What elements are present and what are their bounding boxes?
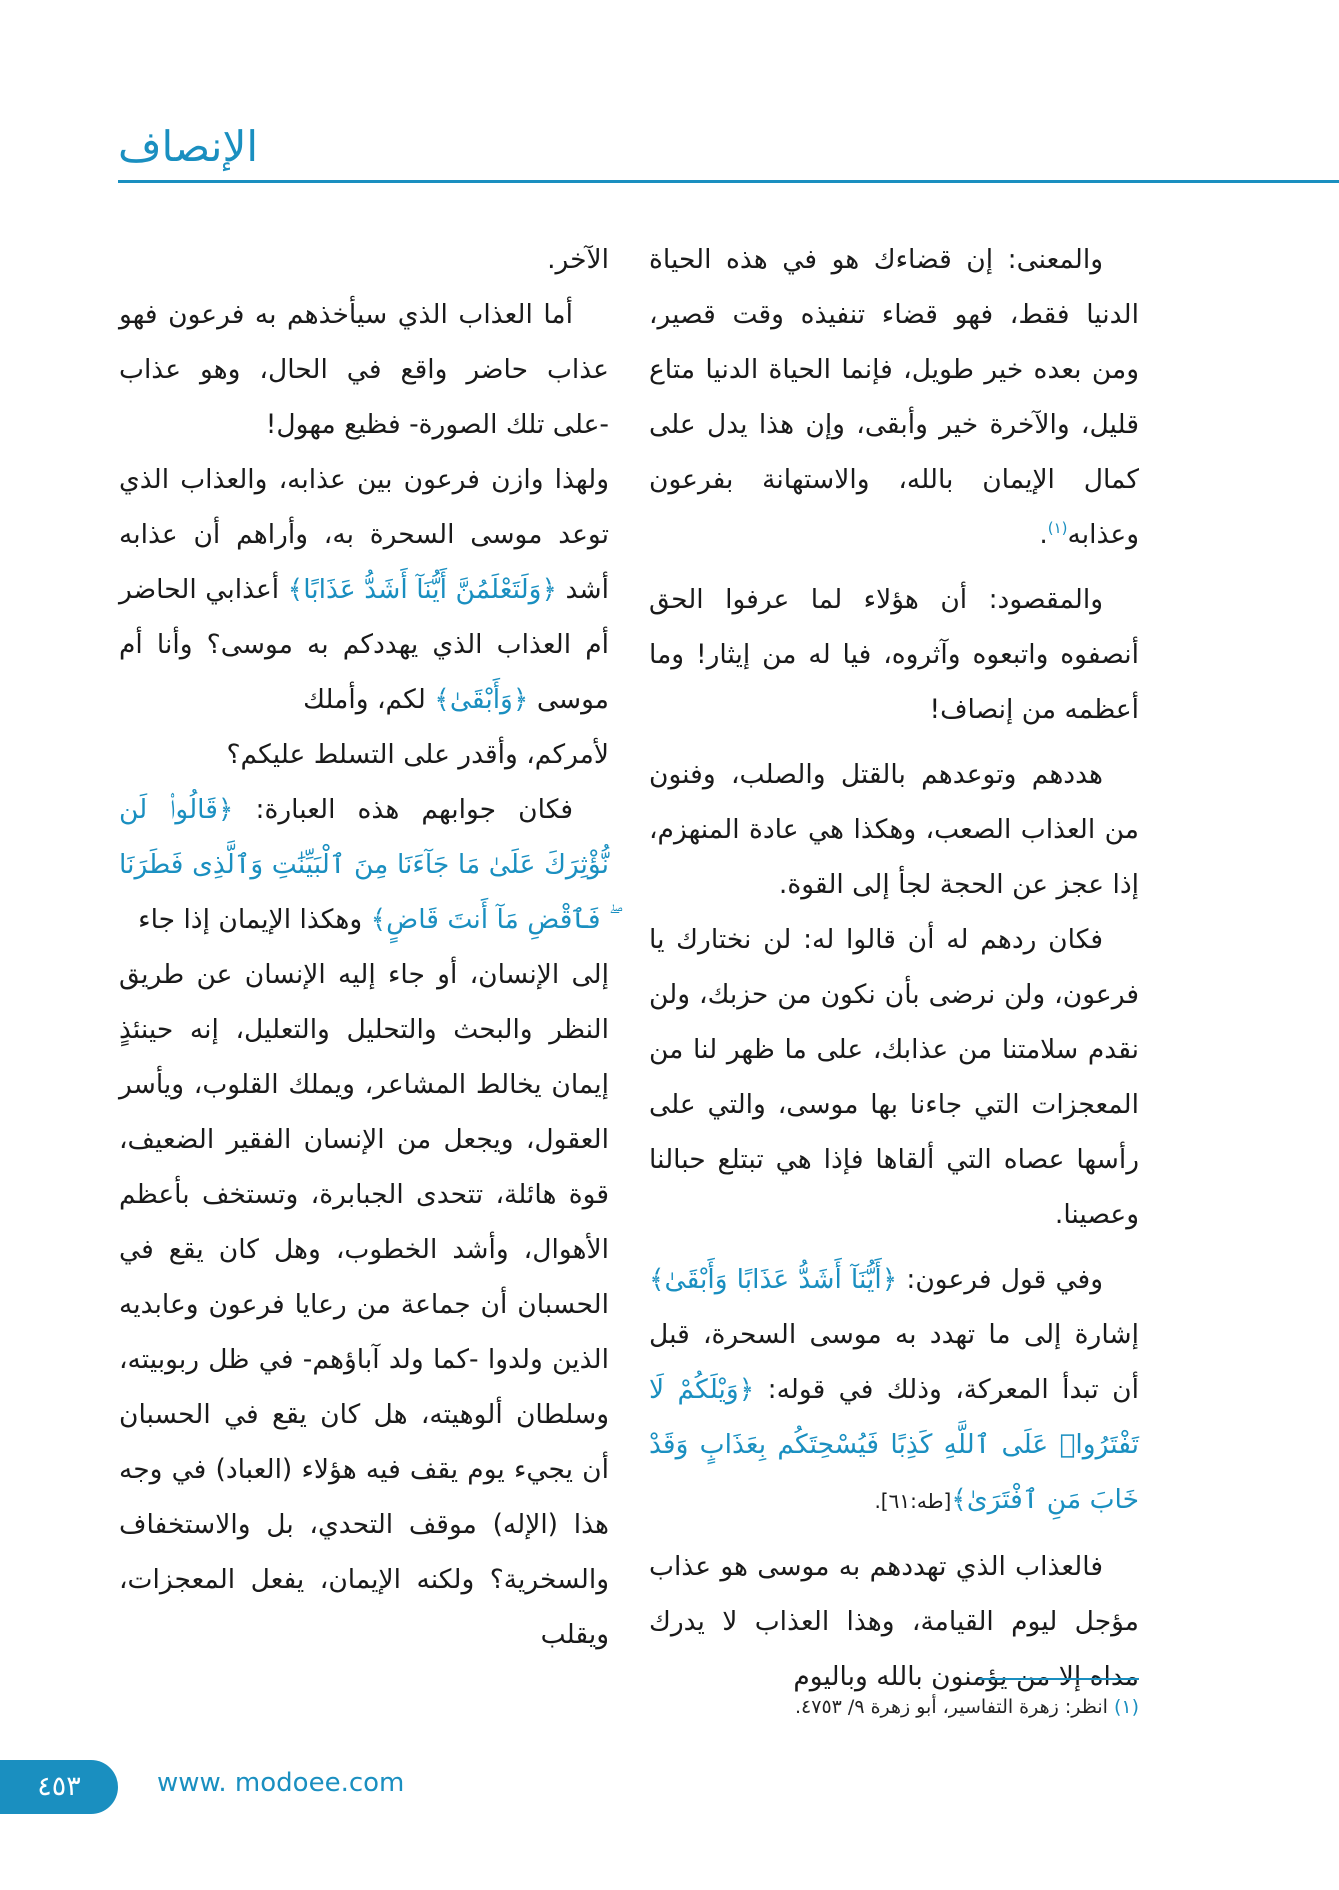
paragraph-text: لكم، وأملك [303, 684, 435, 715]
paragraph: لأمركم، وأقدر على التسلط عليكم؟ [226, 739, 609, 770]
quran-verse: ﴿قَالُوا۟ لَن نُّؤْثِرَكَ عَلَىٰ مَا جَآءَنَا مِنَ ٱلْبَيِّنَٰتِ وَٱلَّذِى فَطَرَنَا ۖ فَٱقْضِ مَآ أَنتَ قَاضٍ﴾ [119, 794, 609, 935]
website-link[interactable]: www. modoee.com [157, 1768, 405, 1798]
quran-verse: ﴿أَيُّنَآ أَشَدُّ عَذَابًا وَأَبْقَىٰ﴾ [649, 1264, 898, 1295]
paragraph [649, 1252, 1139, 1529]
paragraph: إلى الإنسان، أو جاء إليه الإنسان عن طريق النظر والبحث والتحليل والتعليل، إنه حينئذٍ إيمان يخالط المشاعر، ويملك القلوب، ويأسر العقول، ويجعل من الإنسان الفقير الضعيف، قوة هائلة، تتحدى الجبابرة، وتستخف بأعظم الأهوال، وأشد الخطوب، وهل كان يقع في الحسبان أن جماعة من رعايا فرعون وعابديه الذين ولدوا -كما ولد آباؤهم- في ظل ربوبيته، وسلطان ألوهيته، هل كان يقع في الحسبان أن يجيء يوم يقف فيه هؤلاء (العباد) في وجه هذا (الإله) موقف التحدي، بل والاستخفاف والسخرية؟ ولكنه الإيمان، يفعل المعجزات، ويقلب [119, 959, 609, 1650]
paragraph [119, 452, 609, 727]
paragraph: الآخر. [547, 244, 609, 275]
paragraph-text: وهكذا الإيمان إذا جاء [138, 904, 371, 935]
paragraph-text: إشارة إلى ما تهدد به موسى السحرة، قبل أن تبدأ المعركة، وذلك في قوله: [649, 1319, 1139, 1405]
paragraph: فكان ردهم له أن قالوا له: لن نختارك يا فرعون، ولن نرضى بأن نكون من حزبك، ولن نقدم سلامتنا من عذابك، على ما ظهر لنا من المعجزات التي جاءنا بها موسى، والتي على رأسها عصاه التي ألقاها فإذا هي تبتلع حبالنا وعصينا. [649, 924, 1139, 1230]
paragraph-text: ولهذا وازن فرعون بين عذابه، والعذاب الذي توعد موسى السحرة به، وأراهم أن عذابه أشد [119, 464, 609, 605]
footnote-rule [979, 1678, 1139, 1680]
paragraph: هددهم وتوعدهم بالقتل والصلب، وفنون من العذاب الصعب، وهكذا هي عادة المنهزم، إذا عجز عن الحجة لجأ إلى القوة. [649, 759, 1139, 900]
footnote-reference[interactable]: (١) [1047, 519, 1068, 538]
footnote-number: (١) [1113, 1696, 1139, 1718]
left-column [119, 232, 609, 1662]
page-number-badge: ٤٥٣ [0, 1760, 118, 1814]
quran-verse: ﴿وَأَبْقَىٰ﴾ [434, 684, 529, 715]
paragraph: أما العذاب الذي سيأخذهم به فرعون فهو عذاب حاضر واقع في الحال، وهو عذاب -على تلك الصورة- فظيع مهول! [119, 299, 609, 440]
footnote [649, 1696, 1139, 1718]
paragraph-text: وفي قول فرعون: [897, 1264, 1103, 1295]
paragraph: والمقصود: أن هؤلاء لما عرفوا الحق أنصفوه واتبعوه وآثروه، فيا له من إيثار! وما أعظمه من إنصاف! [649, 584, 1139, 725]
right-column [649, 232, 1139, 1704]
paragraph-text: فكان جوابهم هذه العبارة: [233, 794, 573, 825]
paragraph-text: والمعنى: إن قضاءك هو في هذه الحياة الدنيا فقط، فهو قضاء تنفيذه وقت قصير، ومن بعده خير طويل، فإنما الحياة الدنيا متاع قليل، والآخرة خير وأبقى، وإن هذا يدل على كمال الإيمان بالله، والاستهانة بفرعون وعذابه [649, 244, 1139, 550]
page-header-title: الإنصاف [118, 122, 259, 171]
quran-verse: ﴿وَيْلَكُمْ لَا تَفْتَرُوا۟ عَلَى ٱللَّهِ كَذِبًا فَيُسْحِتَكُم بِعَذَابٍ وَقَدْ خَابَ مَنِ ٱفْتَرَىٰ﴾ [649, 1374, 1139, 1515]
paragraph: والمعنى: إن قضاءك هو في هذه الحياة الدنيا فقط، فهو قضاء تنفيذه وقت قصير، ومن بعده خير طويل، فإنما الحياة الدنيا متاع قليل، والآخرة خير وأبقى، وإن هذا يدل على كمال الإيمان بالله، والاستهانة بفرعون وعذابه$^{(١)}$. [649, 244, 1139, 550]
header-rule [118, 180, 1339, 183]
quran-verse: ﴿وَلَتَعْلَمُنَّ أَيُّنَآ أَشَدُّ عَذَابًا﴾ [287, 574, 557, 605]
paragraph [119, 782, 609, 947]
paragraph: فالعذاب الذي تهددهم به موسى هو عذاب مؤجل ليوم القيامة، وهذا العذاب لا يدرك مداه إلا من يؤمنون بالله وباليوم [649, 1551, 1139, 1692]
verse-reference: [طه:٦١]. [874, 1489, 952, 1513]
paragraph-text: أعذابي الحاضر أم العذاب الذي يهددكم به موسى؟ وأنا أم موسى [119, 574, 609, 715]
footnote-text: انظر: زهرة التفاسير، أبو زهرة ٩/ ٤٧٥٣. [794, 1696, 1114, 1718]
